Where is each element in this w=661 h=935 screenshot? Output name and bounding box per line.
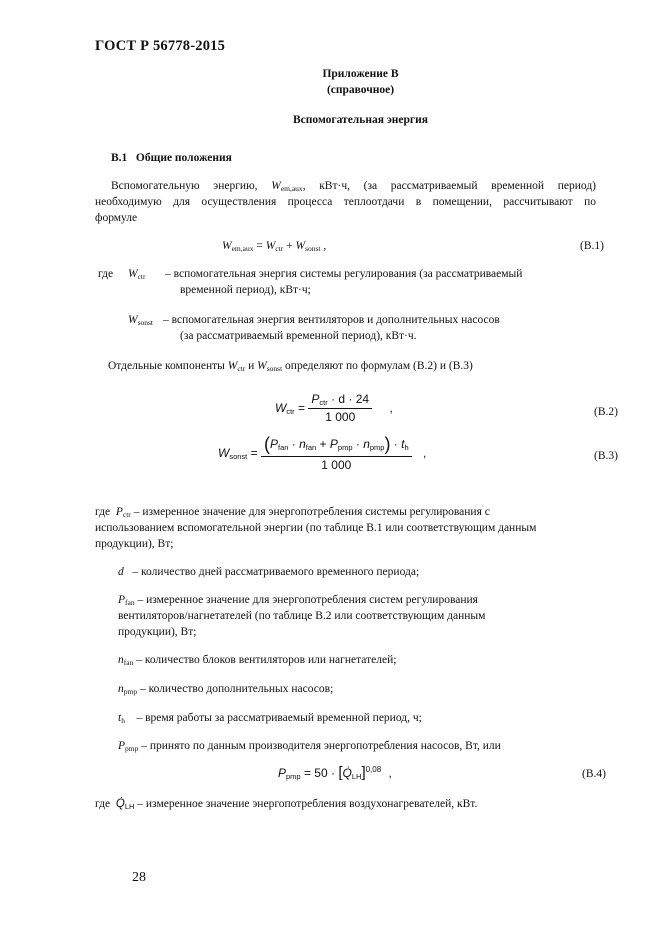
intro-line-1: Вспомогательную энергию, $W_{em,aux}$, кВт·ч, (за рассматриваемый временной период)	[111, 180, 596, 193]
equation-b3-fraction: $\frac{(P_{fan} \cdot n_{fan} + P_{pmp} \cdot n_{pmp}) \cdot t_h}{1 000}$	[261, 434, 412, 472]
page-number: 28	[132, 870, 146, 885]
equation-number-b1: (В.1)	[580, 240, 604, 252]
def-wctr: $W_{ctr}$	[128, 268, 146, 281]
def-qlh: где $Q̇_{LH}$ – измеренное значение энергопотребления воздухонагревателей, кВт.	[95, 798, 478, 811]
def-npmp: $n_{pmp}$ – количество дополнительных насосов;	[118, 683, 334, 696]
equation-number-b4: (В.4)	[582, 768, 606, 780]
equation-b2-fraction: $\frac{P_{ctr} \cdot d \cdot 24}{1 000}$	[308, 392, 372, 424]
where-label-1: где	[98, 268, 114, 280]
def-pfan-line-2: вентиляторов/нагнетателей (по таблице В.2 или соответствующим данным	[118, 610, 486, 622]
def-nfan: $n_{fan}$ – количество блоков вентиляторов или нагнетателей;	[118, 654, 397, 667]
components-sentence: Отдельные компоненты $W_{ctr}$ и $W_{sonst}$ определяют по формулам (В.2) и (В.3)	[108, 360, 473, 373]
def-wsonst-text-1: – вспомогательная энергия вентиляторов и дополнительных насосов	[163, 314, 500, 326]
def-pfan-line-3: продукции), Вт;	[118, 626, 197, 638]
def-ppmp: $P_{pmp}$ – принято по данным производителя энергопотребления насосов, Вт, или	[118, 740, 501, 753]
intro-line-2: необходимую для осуществления процесса теплоотдачи в помещении, рассчитывают по	[95, 196, 596, 208]
def-wctr-text-2: временной период), кВт·ч;	[180, 284, 311, 296]
def-d: d – количество дней рассматриваемого временного периода;	[118, 566, 420, 578]
def-wsonst-text-2: (за рассматриваемый временной период), кВт·ч.	[180, 330, 417, 342]
equation-number-b3: (В.3)	[594, 450, 618, 462]
equation-b4: $P_{pmp} = 50$ · $[Q̇_{LH}]^{0,08}$ ,	[278, 764, 392, 781]
def-pctr-line-1: где $P_{ctr}$ – измеренное значение для энергопотребления системы регулирования с	[95, 506, 490, 519]
def-wctr-text-1: – вспомогательная энергия системы регулирования (за рассматриваемый	[165, 268, 523, 280]
def-wsonst: $W_{sonst}$	[128, 314, 154, 327]
section-title: Общие положения	[135, 152, 232, 164]
def-th: $t_h$ – время работы за рассматриваемый временной период, ч;	[118, 712, 422, 725]
appendix-subject: Вспомогательная энергия	[293, 114, 428, 126]
equation-b2: $W_{ctr}$ = $\frac{P_{ctr} \cdot d \cdot 24}{1 000}$ ,	[275, 392, 393, 424]
def-pctr-line-2: использованием вспомогательной энергии (по таблице В.1 или соответствующим данным	[95, 522, 537, 534]
appendix-note: (справочное)	[326, 84, 395, 96]
equation-b3: $W_{sonst}$ = $\frac{(P_{fan} \cdot n_{fan} + P_{pmp} \cdot n_{pmp}) \cdot t_h}{1 000}$ ,	[218, 434, 427, 472]
intro-line-3: формуле	[95, 212, 138, 224]
def-pctr-line-3: продукции), Вт;	[95, 538, 174, 550]
appendix-title: Приложение В	[322, 68, 399, 80]
section-heading	[111, 152, 232, 164]
equation-b1: $W_{em,aux} = W_{ctr} + W_{sonst}$ ,	[222, 240, 327, 253]
equation-number-b2: (В.2)	[594, 406, 618, 418]
document-code: ГОСТ Р 56778-2015	[95, 38, 226, 54]
section-number: В.1	[111, 152, 128, 164]
def-pfan-line-1: $P_{fan}$ – измеренное значение для энергопотребления систем регулирования	[118, 594, 478, 607]
